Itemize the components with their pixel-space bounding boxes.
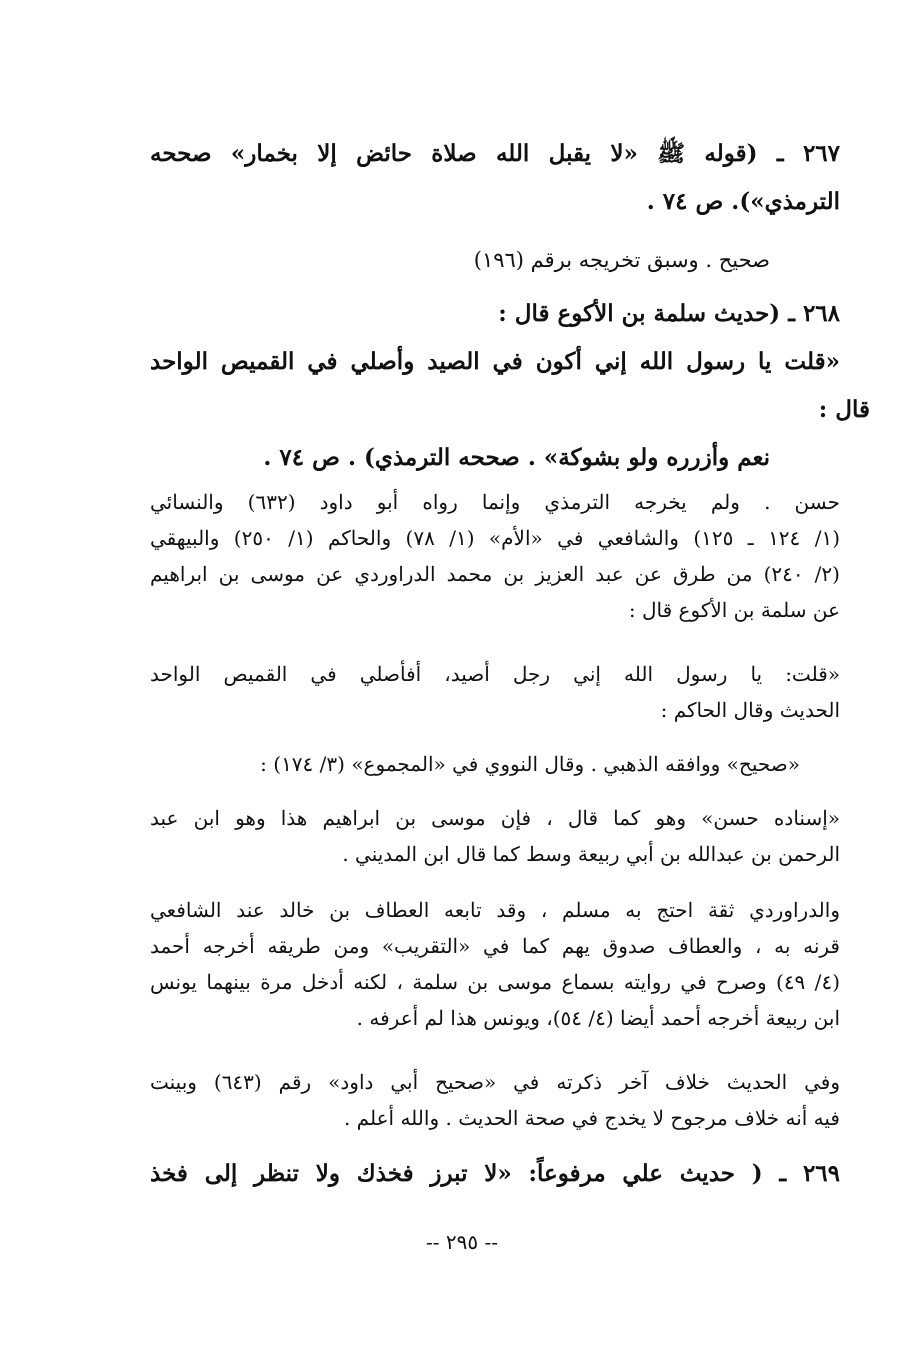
text-line: «قلت يا رسول الله إني أكون في الصيد وأصلي في القميص الواحد [150, 348, 840, 375]
text-line: «قلت: يا رسول الله إني رجل أصيد، أفأصلي في القميص الواحد [150, 662, 840, 686]
document-page [150, 0, 870, 1363]
text-line: فيه أنه خلاف مرجوح لا يخدج في صحة الحديث . والله أعلم . [343, 1106, 840, 1130]
text-line: الحديث وقال الحاكم : [660, 698, 840, 722]
text-line: ٢٦٩ ـ ( حديث علي مرفوعاً: «لا تبرز فخذك ولا تنظر إلى فخذ [150, 1160, 840, 1187]
body-paragraph [150, 892, 840, 1036]
text-line: «صحيح» ووافقه الذهبي . وقال النووي في «المجموع» (٣/ ١٧٤) : [260, 752, 800, 776]
text-line: ٢٦٧ ـ (قوله ﷺ «لا يقبل الله صلاة حائض إلا بخمار» صححه [150, 140, 840, 167]
text-line: والدراوردي ثقة احتج به مسلم ، وقد تابعه العطاف بن خالد عند الشافعي [150, 898, 840, 922]
text-line: عن سلمة بن الأكوع قال : [628, 598, 840, 622]
text-line: نعم وأزرره ولو بشوكة» . صححه الترمذي) . ص ٧٤ . [263, 444, 770, 471]
text-line: قرنه به ، والعطاف صدوق يهم كما في «التقريب» ومن طريقه أخرجه أحمد [150, 934, 840, 958]
text-line: (٢/ ٢٤٠) من طرق عن عبد العزيز بن محمد الدراوردي عن موسى بن ابراهيم [150, 562, 840, 586]
quote-paragraph [150, 656, 840, 728]
text-line: حسن . ولم يخرجه الترمذي وإنما رواه أبو داود (٦٣٢) والنسائي [150, 490, 840, 514]
text-line: (٤/ ٤٩) وصرح في روايته بسماع موسى بن سلمة ، لكنه أدخل مرة بينهما يونس [150, 970, 840, 994]
takhrij-paragraph [150, 484, 840, 628]
entry-268 [150, 290, 870, 482]
entry-267-note [150, 238, 840, 282]
text-line: وفي الحديث خلاف آخر ذكرته في «صحيح أبي داود» رقم (٦٤٣) وبينت [150, 1070, 840, 1094]
text-line: الرحمن بن عبدالله بن أبي ربيعة وسط كما قال ابن المديني . [342, 842, 840, 866]
body-paragraph [150, 1064, 840, 1136]
entry-269 [150, 1150, 840, 1198]
text-line: قال : [818, 396, 870, 423]
text-line: صحيح . وسبق تخريجه برقم (١٩٦) [473, 248, 770, 272]
text-line: «إسناده حسن» وهو كما قال ، فإن موسى بن ابراهيم هذا وهو ابن عبد [150, 806, 840, 830]
text-line: الترمذي»). ص ٧٤ . [646, 188, 840, 215]
text-line: (١/ ١٢٤ ـ ١٢٥) والشافعي في «الأم» (١/ ٧٨) والحاكم (١/ ٢٥٠) والبيهقي [150, 526, 840, 550]
text-line: ابن ربيعة أخرجه أحمد أيضا (٤/ ٥٤)، ويونس هذا لم أعرفه . [356, 1006, 840, 1030]
quote-paragraph [150, 800, 840, 872]
entry-267 [150, 130, 840, 226]
quote-paragraph [150, 746, 840, 782]
text-line: ٢٦٨ ـ (حديث سلمة بن الأكوع قال : [498, 300, 840, 327]
page-number: -- ٢٩٥ -- [426, 1230, 498, 1254]
